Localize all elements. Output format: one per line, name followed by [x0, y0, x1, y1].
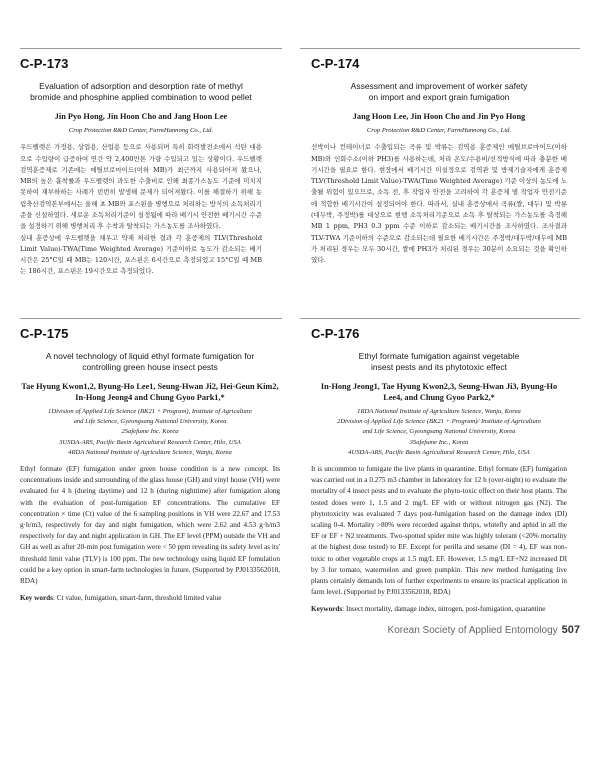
abstract-affiliation: Crop Protection R&D Center, FarmHannong Co., Ltd. — [68, 127, 214, 134]
middle-divider-right — [300, 318, 580, 319]
abstract-keywords — [311, 604, 567, 615]
affiliation-line: 3USDA-ARS, Pacific Basin Agricultural Research Center, Hilo, USA — [59, 438, 241, 446]
affiliation-line: and Life Science, Gyeongsang National University, Korea — [73, 418, 227, 426]
affiliation-line: 2Division of Applied Life Science (BK21 + Program)/ Institute of Agriculture — [336, 418, 542, 426]
abstract-c-p-175 — [20, 326, 280, 604]
affiliation-line: and Life Science, Gyeongsang National University, Korea — [362, 428, 516, 436]
top-divider-right — [300, 48, 580, 49]
abstract-code: C-P-176 — [311, 326, 360, 341]
abstract-body: Ethyl formate (EF) fumigation under green house condition is a new concept. Its concentrations inside and surrounding of the glass house (GH) and vinyl house (VH) were evaluated for 4 h (during daytime) and 12 h (during nighttime) after fumigation along with the evaluation of post-fumigation EF concentrations. The cumulative EF concentration × time (Ct) value of the 6 sampling positions in VH were 22.67 and 17.53 g·h/m3, respectively for day and night fumigation, which were 2.62 and 4.53 g·h/m3 respectively for day and night application in GH. The EF level (PPM) outside the VH and GH as well as after 20-min post fumigation were < 50 ppm revealing its safety level as its' threshold limit value (TLV) is 100 ppm. The new technology using liquid EF fomulation could be a key option in smart-farm technologies in future. (Supported by PJ0133562018, RDA) — [20, 465, 280, 586]
affiliation-line: 4RDA National Institute of Agriculture Science, Wanju, Korea — [68, 448, 232, 456]
abstract-title: Assessment and improvement of worker safety on import and export grain fumigation — [350, 81, 528, 102]
abstract-affiliations — [311, 407, 567, 458]
abstract-title: Evaluation of adsorption and desorption rate of methyl bromide and phosphine applied combination to wood pellet — [30, 81, 252, 102]
top-divider-left — [20, 48, 282, 49]
affiliation-line: 3Safefume Inc., Korea — [409, 438, 469, 446]
abstract-body: It is uncommon to fumigate the live plants in quarantine. Ethyl formate (EF) fumigation was carried out in a 0.275 m3 chamber in laboratory for 12 h (over-night) to evaluate the mortality of 4 insect pests and to evaluate the phyto-toxic effect on their host plants. The tested doses were 1, 1.5 and 2 mg/L EF with or without nitrogen gas (N2). The phytotoxicity was evaluated 7 days post-fumigation based on the damage index (DI) scaling 0-4. Mortality >80% were recorded against thrips, whitefly and aphid in all the EF or EF + N2 treatments. Two-spotted spider mite was highly tolerant (<20% mortality at the highest dose tested) to EF. Except for perilla and sesame (DI = 4), EF was non-toxic to other vegetable crops at 1.5 mg/L EF. However, 1.5 mg/L EF+N2 increased DI by 3 for tomato, watermelon and green pumpkin. This new method fumigating live plants certainly demands lots of further experiments to ensure its practical application in farm level. (Supported by PJ0133562018, RDA) — [311, 465, 567, 597]
abstract-keywords — [20, 593, 280, 604]
abstract-authors: Jin Pyo Hong, Jin Hoon Cho and Jang Hoon Lee — [54, 112, 228, 121]
page-number: 507 — [561, 624, 580, 636]
keywords-label: Key words — [20, 594, 53, 603]
abstract-body: 우드펠렛은 가정용, 상업용, 산업용 등으로 사용되며 특히 화력발전소에서 석탄 대용으로 수입량이 급증하여 연간 약 2,400만톤 가량 수입되고 있는 상황이다. 우드펠렛 검역훈증제로 기존에는 메틸브로마이드(이하 MB)가 최근까지 사용되어져 왔으나, MB의 높은 흡착률과 우드펠렛의 과도한 수출비로 인해 최종가스농도 기준에 미치지 못하여 재부하하는 사례가 빈번히 발생해 문제가 되어져왔다. 이를 해결하기 위해 농림축산검역본부에서는 올해 초 MB와 포스핀을 병행으로 처리하는 방식의 소독처리기준을 신설하였다. 새로운 소독처리기준이 설정됨에 따라 배기시 안전한 배기시간 수준을 설정하기 위해 병행처리 후 수착과 탈착되는 가스농도를 조사하였다. 실내 훈증상에 우드펠렛을 채우고 약재 처리한 결과 각 훈증제의 TLV(Threshold Limit Value)-TWA(Time Weighted Average) 기준이하로 농도가 감소되는 배기시간은 25°C일 때 MB는 120시간, 포스핀은 6시간으로 측정되었고 15°C일 때 MB는 186시간, 포스핀은 19시간으로 측정되었다. — [20, 143, 262, 276]
affiliation-line: 1RDA National Institute of Agriculture Science, Wanju, Korea — [357, 408, 521, 415]
abstract-authors: In-Hong Jeong1, Tae Hyung Kwon2,3, Seung-Hwan Ji3, Byung-Ho Lee4, and Chung Gyoo Park2,* — [320, 382, 558, 402]
affiliation-line: 1Division of Applied Life Science (BK21 + Program), Institute of Agriculture — [48, 408, 252, 415]
abstract-c-p-173 — [20, 56, 262, 278]
abstract-c-p-176 — [311, 326, 567, 615]
society-name: Korean Society of Applied Entomology — [387, 625, 558, 636]
abstract-title: A novel technology of liquid ethyl formate fumigation for controlling green house insect pests — [45, 351, 255, 372]
abstract-c-p-174 — [311, 56, 567, 266]
abstract-affiliation: Crop Protection R&D Center, FarmHannong Co., Ltd. — [366, 127, 512, 134]
abstract-authors: Tae Hyung Kwon1,2, Byung-Ho Lee1, Seung-Hwan Ji2, Hei-Geun Kim2, In-Hong Jeong4 and Chung Gyoo Park1,* — [21, 382, 279, 402]
abstract-affiliations — [20, 407, 280, 458]
abstract-code: C-P-174 — [311, 56, 360, 71]
keywords-text: : Insect mortality, damage index, nitrogen, post-fumigation, quarantine — [342, 605, 546, 614]
abstract-code: C-P-175 — [20, 326, 69, 341]
abstract-body: 선박이나 컨테이너로 수출입되는 곡류 및 박류는 검역용 훈증제인 메틸브로마이드(이하 MB)와 인화수소(이하 PH3)를 사용하는데, 처리 온도/수용비/선적방식에 따라 충분한 배기시간을 필요로 한다. 현장에서 배기시간 미설정으로 검역관 및 방제기술자에게 훈증제 TLV(Threshold Limit Value)-TWA(Time Weighted Average) 기준 이상의 농도에 노출될 위험이 있으므로, 소독 전, 후 작업자 안전을 고려하여 각 훈증제 별 작업자 안전기준에 적합한 배기시간이 설정되어야 한다. 따라서, 실내 훈증상에서 곡류(쌀, 대두) 및 박류(대두박, 주정박)를 대상으로 현행 소독처리기준으로 소독 후 탈착되는 가스농도를 측정해 MB 1 ppm, PH3 0.3 ppm 수준 이하로 감소되는 배기시간을 조사하였다. 조사결과 TLV-TWA 기준이하의 수준으로 감소되는데 필요한 배기시간은 주정박/대두박/대두에 MB가 처리된 경우는 모두 30시간, 쌀에 PH3가 처리된 경우는 30분이 소요되는 것을 확인하였다. — [311, 143, 568, 265]
affiliation-line: 2Safefume Inc. Korea — [121, 428, 179, 436]
affiliation-line: 4USDA-ARS, Pacific Basin Agricultural Research Center, Hilo, USA — [348, 448, 530, 456]
abstract-code: C-P-173 — [20, 56, 69, 71]
middle-divider-left — [20, 318, 282, 319]
abstract-authors: Jang Hoon Lee, Jin Hoon Cho and Jin Pyo Hong — [352, 112, 526, 121]
keywords-label: Keywords — [311, 605, 343, 614]
page-footer — [388, 624, 580, 636]
abstract-title: Ethyl formate fumigation against vegetable insest pests and its phytotoxic effect — [358, 351, 520, 372]
keywords-text: : Ct value, fumigation, smart-farm, threshold limited value — [52, 594, 222, 603]
